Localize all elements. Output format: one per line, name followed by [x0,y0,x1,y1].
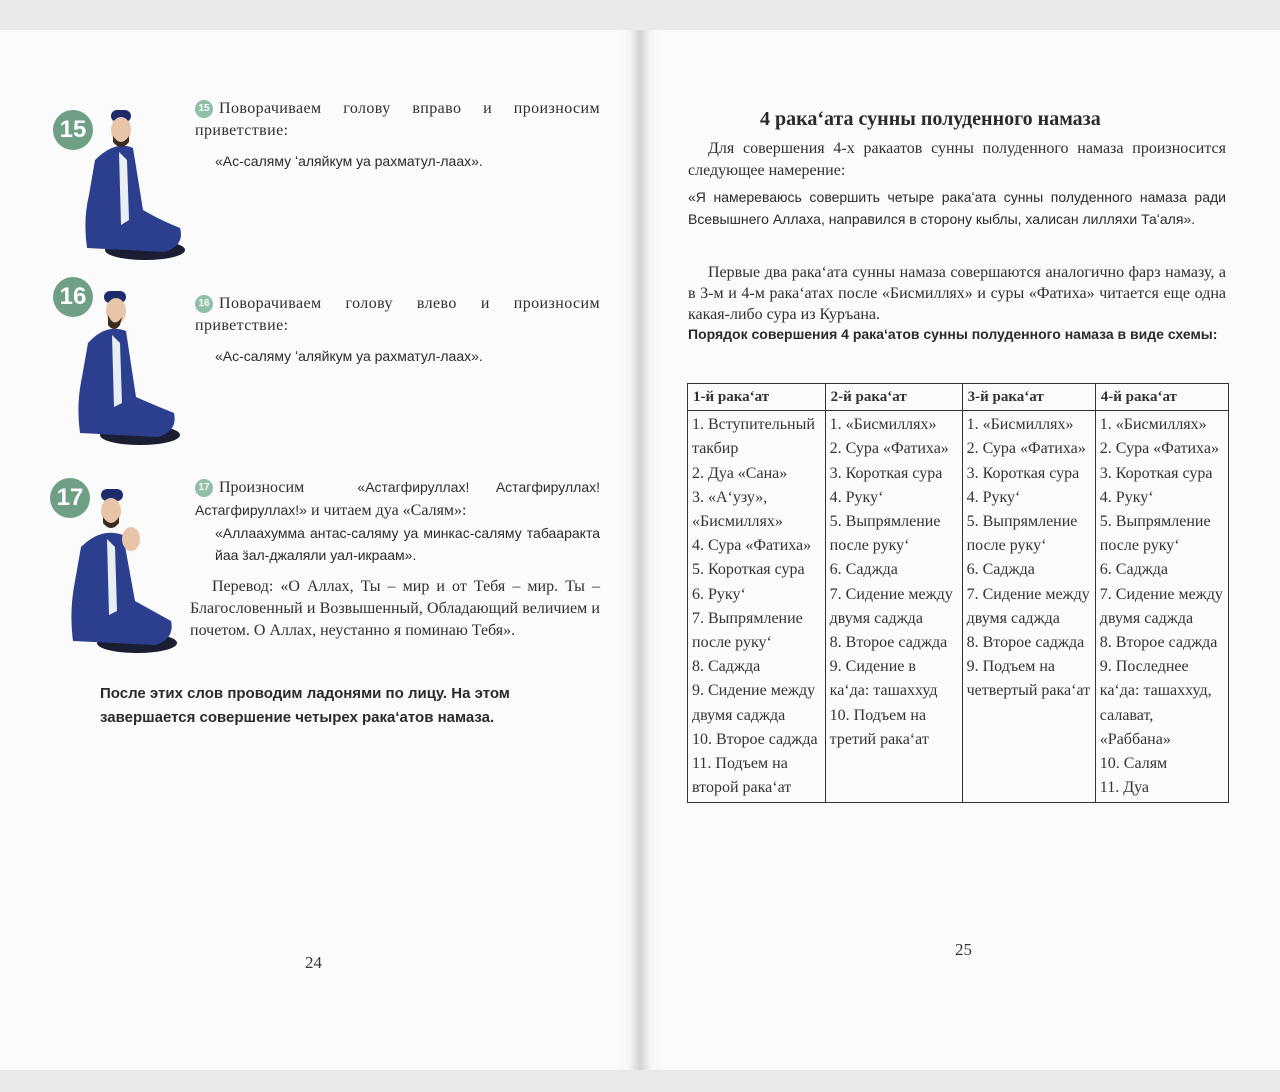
table-column-3 [962,411,1095,803]
dua-translation: Перевод: «О Аллах, Ты – мир и от Тебя – мир. Ты – Благословенный и Возвышенный, Обладающий величием и почетом. О Аллах, неустанно я поминаю Тебя». [190,578,600,639]
list-item: 2. Сура «Фатиха» [829,440,949,458]
table-column-2 [825,411,962,803]
step-16-text [195,293,600,367]
table-header-4: 4-й ракаʻат [1095,384,1228,411]
list-item: 9. Подъем на четвертый ракаʻат [966,658,1091,700]
list-item: 11. Дуа [1099,779,1150,797]
list-item: 3. Короткая сура [1099,464,1213,482]
intention-text: «Я намереваюсь совершить четыре ракаʻата сунны полуденного намаза ради Всевышнего Аллаха, направился в сторону кыблы, халисан лилляхи Таʻаля». [688,189,1226,227]
list-item: 5. Короткая сура [692,561,805,579]
step-badge-16: 16 [53,277,93,317]
list-item: 2. Сура «Фатиха» [966,440,1086,458]
list-item: 9. Сидение между двумя саджда [692,682,816,724]
section-title: 4 ракаʻата сунны полуденного намаза [760,108,1101,130]
list-item: 10. Подъем на третий ракаʻат [829,706,929,748]
table-header-2: 2-й ракаʻат [825,384,962,411]
list-item: 7. Сидение между двумя саджда [966,585,1090,627]
list-item: 6. Саджда [1099,561,1169,579]
step-15-instruction: Поворачиваем голову вправо и произносим приветствие: [195,100,600,139]
list-item: 10. Салям [1099,755,1168,773]
list-item: 8. Саджда [692,658,761,676]
table-row [688,411,1229,803]
body-paragraph: Первые два ракаʻата сунны намаза совершаются аналогично фарз намазу, а в 3-м и 4-м ракаʻатах после «Бисмиллях» и суры «Фатиха» читается еще одна какая-либо сура из Куръана. [688,264,1226,323]
step-17-text [195,476,600,566]
list-item: 9. Последнее каʻда: ташаххуд, салават, «Раббана» [1099,658,1212,748]
list-item: 2. Дуа «Сана» [692,464,788,482]
step-17-instruction-end: и читаем дуа «Салям»: [310,502,467,519]
table-header-1: 1-й ракаʻат [688,384,826,411]
list-item: 5. Выпрямление после рукуʻ [1099,513,1211,555]
list-item: 4. Рукуʻ [1099,488,1154,506]
scheme-heading: Порядок совершения 4 ракаʻатов сунны полуденного намаза в виде схемы: [688,326,1218,342]
intro-paragraph: Для совершения 4-х ракаатов сунны полуденного намаза произносится следующее намерение: [688,140,1226,179]
table-column-4 [1095,411,1228,803]
list-item: 4. Сура «Фатиха» [692,537,812,555]
list-item: 5. Выпрямление после рукуʻ [829,513,941,555]
step-mini-badge-15: 15 [195,100,213,118]
closing-paragraph: После этих слов проводим ладонями по лицу. На этом завершается совершение четырех ракаʻатов намаза. [100,685,510,726]
list-item: 7. Сидение между двумя саджда [1099,585,1223,627]
list-item: 10. Второе саджда [692,730,818,748]
list-item: 9. Сидение в каʻда: ташаххуд [829,658,938,700]
step-16-instruction: Поворачиваем голову влево и произносим приветствие: [195,295,600,334]
list-item: 6. Рукуʻ [692,585,746,603]
step-17-phrase: «Астагфируллах! Астагфируллах! Астагфируллах!» [195,479,601,518]
praying-man-figure-17 [65,483,180,658]
list-item: 8. Второе саджда [1099,634,1218,652]
step-15-text [195,98,600,172]
list-item: 11. Подъем на второй ракаʻат [692,755,792,797]
list-item: 8. Второе саджда [966,634,1085,652]
page-number-right: 25 [955,940,972,959]
praying-man-figure-15 [75,100,190,265]
list-item: 1. «Бисмиллях» [829,416,937,434]
step-16-dua: «Ас-саляму ʻаляйкум уа рахматул-лаах». [215,348,483,364]
list-item: 4. Рукуʻ [966,488,1021,506]
list-item: 5. Выпрямление после рукуʻ [966,513,1078,555]
list-item: 8. Второе саджда [829,634,948,652]
list-item: 6. Саджда [829,561,898,579]
list-item: 7. Выпрямление после рукуʻ [692,609,803,652]
list-item: 1. «Бисмиллях» [966,416,1074,434]
list-item: 4. Рукуʻ [829,488,884,506]
list-item: 6. Саджда [966,561,1035,579]
list-item: 1. «Бисмиллях» [1099,416,1207,434]
table-column-1 [688,411,826,803]
page-number-left: 24 [305,953,322,972]
list-item: 3. «Аʻузу», «Бисмиллях» [692,488,783,531]
rakat-scheme-table [687,383,1229,803]
list-item: 3. Короткая сура [966,464,1080,482]
list-item: 7. Сидение между двумя саджда [829,585,953,627]
step-mini-badge-16: 16 [195,295,213,313]
book-gutter [630,30,650,1070]
step-mini-badge-17: 17 [195,479,213,497]
table-header-row [688,384,1229,411]
step-badge-17: 17 [50,478,90,518]
step-17-instruction: Произносим [219,479,305,496]
praying-man-figure-16 [70,285,185,450]
list-item: 1. Вступительный такбир [692,416,815,458]
table-header-3: 3-й ракаʻат [962,384,1095,411]
step-badge-15: 15 [53,110,93,150]
step-17-dua: «Аллаахумма антас-саляму уа минкас-саляму табааракта йаа ӟал-джаляли уал-икраам». [215,525,600,563]
list-item: 3. Короткая сура [829,464,943,482]
step-15-dua: «Ас-саляму ʻаляйкум уа рахматул-лаах». [215,153,483,169]
list-item: 2. Сура «Фатиха» [1099,440,1219,458]
